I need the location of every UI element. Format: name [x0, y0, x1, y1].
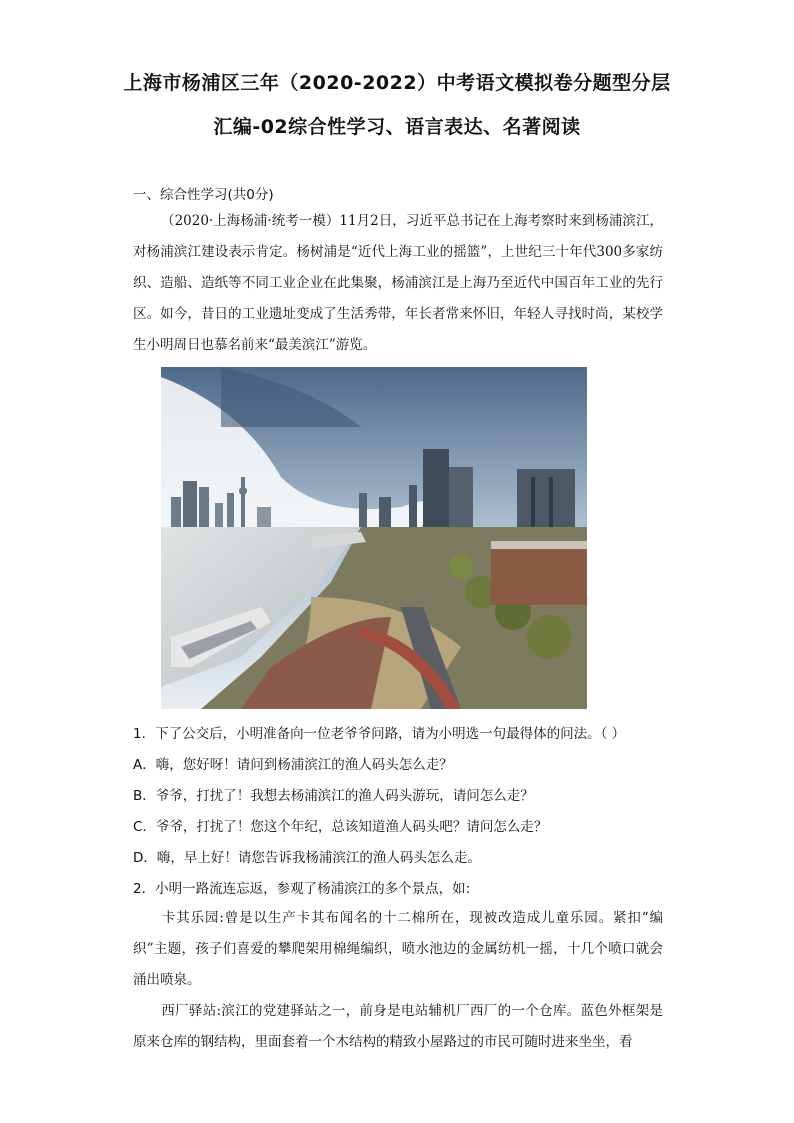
spot-west-station — [133, 996, 663, 1058]
section-heading: 一、综合性学习(共0分) — [133, 187, 274, 203]
option-b: B．爷爷，打扰了！我想去杨浦滨江的渔人码头游玩，请问怎么走？ — [133, 788, 534, 804]
spot-khaki-park-text: 卡其乐园:曾是以生产卡其布闻名的十二棉所在，现被改造成儿童乐园。紧扣“编织”主题，孩子们喜爱的攀爬架用棉绳编织，喷水池边的金属纺机一摇，十几个喷口就会涌出喷泉。 — [133, 910, 663, 988]
option-c: C．爷爷，打扰了！您这个年纪，总该知道渔人码头吧？请问怎么走？ — [133, 819, 548, 835]
question-1: 1．下了公交后，小明准备向一位老爷爷问路，请为小明选一句最得体的问法。（ ） — [133, 726, 626, 742]
option-a: A．嗨，您好呀！请问到杨浦滨江的渔人码头怎么走？ — [133, 757, 453, 773]
doc-title-line1: 上海市杨浦区三年（2020-2022）中考语文模拟卷分题型分层 — [123, 72, 671, 94]
question-2: 2．小明一路流连忘返，参观了杨浦滨江的多个景点，如: — [133, 881, 471, 897]
doc-title-line2: 汇编-02综合性学习、语言表达、名著阅读 — [213, 116, 581, 138]
spot-khaki-park — [133, 903, 663, 996]
option-d: D．嗨，早上好！请您告诉我杨浦滨江的渔人码头怎么走。 — [133, 850, 481, 866]
spot-west-station-text: 西厂驿站:滨江的党建驿站之一，前身是电站辅机厂西厂的一个仓库。蓝色外框架是原来仓库的钢结构，里面套着一个木结构的精致小屋路过的市民可随时进来坐坐，看 — [133, 1003, 663, 1050]
intro-text: （2020·上海杨浦·统考一模）11月2日，习近平总书记在上海考察时来到杨浦滨江，对杨浦滨江建设表示肯定。杨树浦是“近代上海工业的摇篮”，上世纪三十年代300多家纺织、造船、造纸等不同工业企业在此集聚，杨浦滨江是上海乃至近代中国百年工业的先行区。如今，昔日的工业遗址变成了生活秀带，年长者常来怀旧，年轻人寻找时尚，某校学生小明周日也慕名前来“最美滨江”游览。 — [133, 213, 663, 353]
intro-paragraph — [133, 206, 663, 361]
riverside-photo — [161, 367, 587, 709]
